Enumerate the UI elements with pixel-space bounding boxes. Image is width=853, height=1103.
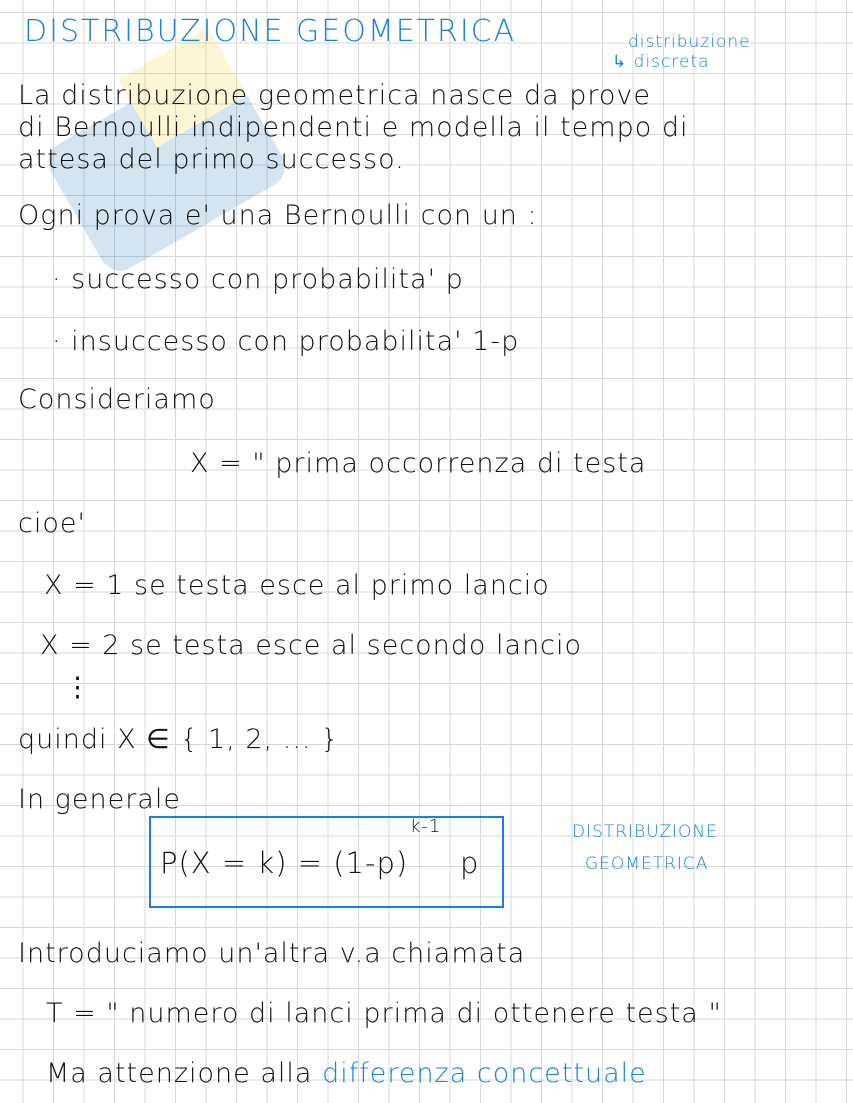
side-note-line2: ↳ discreta: [612, 52, 710, 72]
bullet-failure: · insuccesso con probabilita' 1-p: [52, 326, 520, 357]
case-x2: X = 2 se testa esce al secondo lancio: [40, 630, 583, 661]
introduce-text: Introduciamo un'altra v.a chiamata: [18, 938, 526, 969]
cioe-label: cioe': [18, 508, 86, 539]
bullet-success: · successo con probabilita' p: [52, 264, 464, 295]
side-note-line1: distribuzione: [628, 32, 751, 52]
ellipsis: ⋮: [64, 672, 92, 703]
formula-lhs: P(X = k) = (1-p): [160, 846, 409, 880]
intro-line: attesa del primo successo.: [18, 144, 405, 175]
t-definition: T = " numero di lanci prima di ottenere testa ": [46, 998, 722, 1029]
formula-label-line1: DISTRIBUZIONE: [572, 822, 718, 842]
x-definition: X = " prima occorrenza di testa: [190, 448, 647, 479]
attention-highlight: differenza concettuale: [322, 1058, 647, 1089]
formula-exponent: k-1: [410, 816, 442, 837]
attention-prefix: Ma attenzione alla: [46, 1058, 313, 1089]
page-title: DISTRIBUZIONE GEOMETRICA: [24, 14, 517, 49]
formula-rhs: p: [460, 846, 480, 880]
trial-intro: Ogni prova e' una Bernoulli con un :: [18, 200, 538, 231]
consider-heading: Consideriamo: [18, 384, 216, 415]
support-statement: quindi X ∈ { 1, 2, ... }: [18, 724, 340, 755]
in-generale-label: In generale: [18, 784, 181, 815]
intro-line: La distribuzione geometrica nasce da prove: [18, 80, 652, 111]
attention-line: [46, 1058, 647, 1089]
intro-line: di Bernoulli indipendenti e modella il tempo di: [18, 112, 689, 143]
formula-label-line2: GEOMETRICA: [585, 854, 709, 874]
case-x1: X = 1 se testa esce al primo lancio: [44, 570, 550, 601]
